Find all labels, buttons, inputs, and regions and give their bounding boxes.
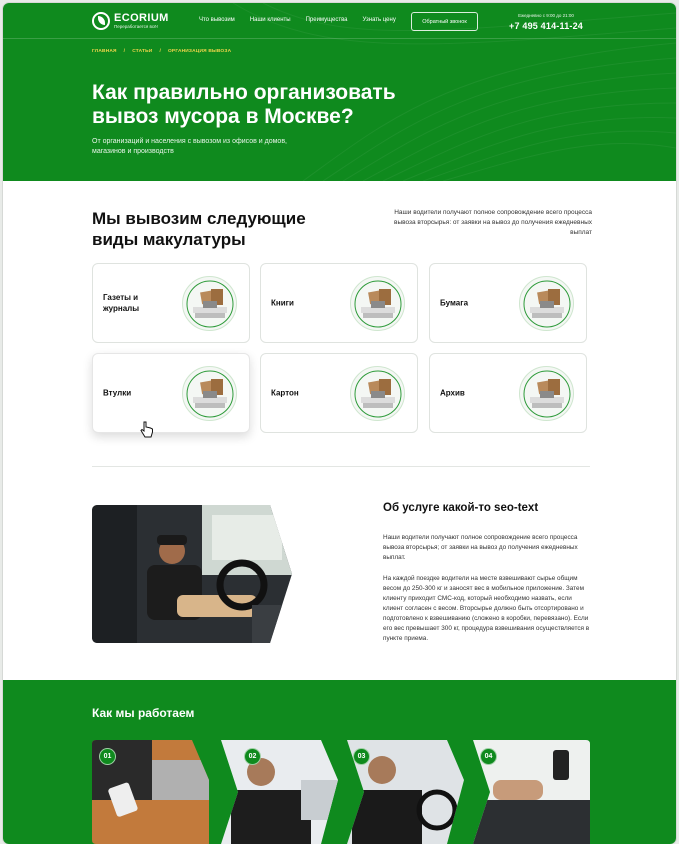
nav-link-what-we-collect[interactable]: Что вывозим <box>199 17 235 23</box>
logo[interactable] <box>92 12 169 30</box>
step-number: 04 <box>480 748 497 765</box>
page-title: Как правильно организовать вывоз мусора в Москве? <box>92 81 396 128</box>
callback-button[interactable]: Обратный звонок <box>411 12 478 31</box>
type-card-archive[interactable] <box>429 353 587 433</box>
recyclables-image <box>350 276 405 331</box>
working-hours: Ежедневно с 9:00 до 21:00 <box>518 13 574 18</box>
contact-block <box>509 13 583 31</box>
recyclables-image <box>182 276 237 331</box>
type-card-label: Книги <box>271 298 294 308</box>
recyclables-image <box>519 276 574 331</box>
step-card-3 <box>347 740 464 844</box>
recyclables-image <box>350 366 405 421</box>
section-divider <box>92 466 590 467</box>
breadcrumb-articles[interactable]: СТАТЬИ <box>132 49 153 54</box>
recyclables-image <box>182 366 237 421</box>
hero-section <box>3 3 676 181</box>
type-card-label: Картон <box>271 388 299 398</box>
breadcrumb-current: ОРГАНИЗАЦИЯ ВЫВОЗА <box>168 49 232 54</box>
seo-section-title: Об услуге какой-то seo-text <box>383 502 539 514</box>
step-number: 03 <box>353 748 370 765</box>
recyclables-image <box>519 366 574 421</box>
phone-number[interactable]: +7 495 414-11-24 <box>509 21 584 31</box>
main-nav <box>199 17 411 23</box>
nav-link-get-price[interactable]: Узнать цену <box>362 17 396 23</box>
breadcrumb-home[interactable]: ГЛАВНАЯ <box>92 49 117 54</box>
type-card-paper[interactable] <box>429 263 587 343</box>
types-section-title: Мы вывозим следующие виды макулатуры <box>92 209 306 249</box>
nav-link-clients[interactable]: Наши клиенты <box>249 17 291 23</box>
breadcrumb-separator: / <box>123 49 126 54</box>
seo-paragraph-2: На каждой поездке водители на месте взвешивают сырье общим весом до 250-300 кг и заносят вес в мобильное приложение. Затем клиенту приходит СМС-код, который необходимо назвать, если клиент согласен с весом. Вторсырье должно быть отсортировано и подготовлено к взвешиванию (сложено в коробки, перевязано). Если его вес превышает 300 кг, процедура взвешивания осуществляется в пункте приема. <box>383 575 590 642</box>
logo-name: ECORIUM <box>114 11 169 24</box>
how-section-title: Как мы работаем <box>92 706 195 720</box>
type-card-label: Бумага <box>440 298 469 308</box>
step-card-2 <box>221 740 338 844</box>
logo-tagline: Переработается всё! <box>114 23 158 29</box>
driver-photo <box>92 505 292 643</box>
type-card-label: Архив <box>440 388 465 398</box>
page <box>3 3 676 844</box>
step-card-1 <box>92 740 209 844</box>
how-we-work-section <box>3 680 676 844</box>
hand-cursor-icon <box>140 421 154 439</box>
type-card-cardboard[interactable] <box>260 353 418 433</box>
type-card-sleeves[interactable] <box>92 353 250 433</box>
top-navigation-bar <box>3 3 676 39</box>
step-photo <box>221 740 338 844</box>
step-card-4 <box>473 740 590 844</box>
type-card-label: Втулки <box>103 388 132 398</box>
step-number: 02 <box>244 748 261 765</box>
page-subtitle: От организаций и населения с вывозом из офисов и домов, магазинов и производств <box>92 138 287 155</box>
types-section-note: Наши водители получают полное сопровождение всего процесса вывоза вторсырья: от заявки на вывоз до получения ежедневных выплат <box>393 209 592 236</box>
type-card-newspapers[interactable] <box>92 263 250 343</box>
step-number: 01 <box>99 748 116 765</box>
type-card-label: Газеты и журналы <box>103 293 140 313</box>
leaf-logo-icon <box>92 12 110 30</box>
seo-paragraph-1: Наши водители получают полное сопровождение всего процесса вывоза вторсырья; от заявки на вывоз до получения ежедневных выплат. <box>383 534 578 561</box>
breadcrumb <box>92 49 231 54</box>
type-card-books[interactable] <box>260 263 418 343</box>
breadcrumb-separator: / <box>159 49 161 54</box>
nav-link-advantages[interactable]: Преимущества <box>305 17 348 23</box>
